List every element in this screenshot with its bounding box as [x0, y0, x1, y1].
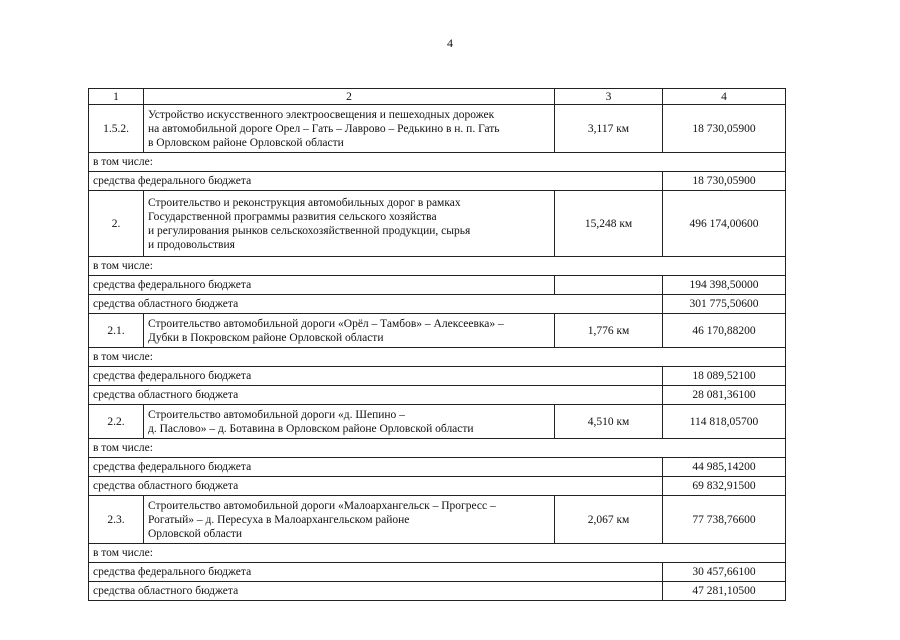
table-row-fund [89, 367, 786, 386]
fund-source: средства областного бюджета [89, 295, 663, 314]
header-cell-1: 1 [89, 89, 144, 105]
note-text: в том числе: [89, 257, 786, 276]
fund-source: средства областного бюджета [89, 582, 663, 601]
fund-source: средства федерального бюджета [89, 276, 555, 295]
header-cell-3: 3 [555, 89, 663, 105]
table-row-item [89, 105, 786, 153]
item-length: 4,510 км [555, 405, 663, 439]
fund-source: средства федерального бюджета [89, 458, 663, 477]
item-sum: 114 818,05700 [663, 405, 786, 439]
table-row-note [89, 348, 786, 367]
fund-source: средства федерального бюджета [89, 172, 663, 191]
item-name-line: Орловской области [148, 527, 243, 540]
item-name-line: Дубки в Покровском районе Орловской области [148, 331, 384, 344]
table-row-note [89, 544, 786, 563]
item-name-line: Устройство искусственного электроосвещения и пешеходных дорожек [148, 108, 495, 121]
table-header-row [89, 89, 786, 105]
item-length: 3,117 км [555, 105, 663, 153]
fund-source: средства федерального бюджета [89, 563, 663, 582]
table-row-fund [89, 563, 786, 582]
table-row-note [89, 439, 786, 458]
item-name-line: Строительство автомобильной дороги «Орёл – Тамбов» – Алексеевка» – [148, 317, 504, 330]
table-row-item [89, 496, 786, 544]
header-cell-4: 4 [663, 89, 786, 105]
page-number: 4 [447, 36, 453, 50]
item-name-line: д. Паслово» – д. Ботавина в Орловском районе Орловской области [148, 422, 474, 435]
item-number: 2.3. [89, 496, 144, 544]
item-name-line: Государственной программы развития сельского хозяйства [148, 210, 437, 223]
fund-sum: 47 281,10500 [663, 582, 786, 601]
fund-sum: 69 832,91500 [663, 477, 786, 496]
item-number: 2.1. [89, 314, 144, 348]
fund-sum: 28 081,36100 [663, 386, 786, 405]
empty-cell [555, 276, 663, 295]
item-length: 2,067 км [555, 496, 663, 544]
budget-table-body [89, 89, 786, 601]
fund-sum: 194 398,50000 [663, 276, 786, 295]
fund-source: средства федерального бюджета [89, 367, 663, 386]
item-name-line: Строительство и реконструкция автомобильных дорог в рамках [148, 196, 461, 209]
item-name-line: в Орловском районе Орловской области [148, 136, 344, 149]
item-sum: 46 170,88200 [663, 314, 786, 348]
table-row-fund [89, 172, 786, 191]
item-number: 1.5.2. [89, 105, 144, 153]
note-text: в том числе: [89, 544, 786, 563]
fund-source: средства областного бюджета [89, 477, 663, 496]
item-length: 1,776 км [555, 314, 663, 348]
header-cell-2: 2 [144, 89, 555, 105]
item-name [144, 496, 555, 544]
budget-table [88, 88, 786, 601]
table-row-item [89, 314, 786, 348]
item-name [144, 105, 555, 153]
item-sum: 77 738,76600 [663, 496, 786, 544]
table-row-fund [89, 477, 786, 496]
fund-sum: 18 089,52100 [663, 367, 786, 386]
item-name-line: и продовольствия [148, 238, 235, 251]
table-row-fund [89, 386, 786, 405]
item-name [144, 405, 555, 439]
table-row-fund [89, 458, 786, 477]
item-name [144, 191, 555, 257]
table-row-note [89, 153, 786, 172]
item-name [144, 314, 555, 348]
item-number: 2.2. [89, 405, 144, 439]
table-row-item [89, 191, 786, 257]
note-text: в том числе: [89, 439, 786, 458]
item-sum: 18 730,05900 [663, 105, 786, 153]
item-sum: 496 174,00600 [663, 191, 786, 257]
table-row-fund [89, 276, 786, 295]
table-row-note [89, 257, 786, 276]
note-text: в том числе: [89, 348, 786, 367]
fund-sum: 301 775,50600 [663, 295, 786, 314]
fund-sum: 30 457,66100 [663, 563, 786, 582]
note-text: в том числе: [89, 153, 786, 172]
item-name-line: Строительство автомобильной дороги «д. Шепино – [148, 408, 405, 421]
fund-source: средства областного бюджета [89, 386, 663, 405]
fund-sum: 18 730,05900 [663, 172, 786, 191]
fund-sum: 44 985,14200 [663, 458, 786, 477]
item-name-line: и регулирования рынков сельскохозяйственной продукции, сырья [148, 224, 471, 237]
item-name-line: на автомобильной дороге Орел – Гать – Лаврово – Редькино в н. п. Гать [148, 122, 500, 135]
table-row-fund [89, 295, 786, 314]
table-row-item [89, 405, 786, 439]
item-name-line: Строительство автомобильной дороги «Малоархангельск – Прогресс – [148, 499, 496, 512]
item-number: 2. [89, 191, 144, 257]
item-length: 15,248 км [555, 191, 663, 257]
item-name-line: Рогатый» – д. Пересуха в Малоархангельском районе [148, 513, 410, 526]
table-row-fund [89, 582, 786, 601]
